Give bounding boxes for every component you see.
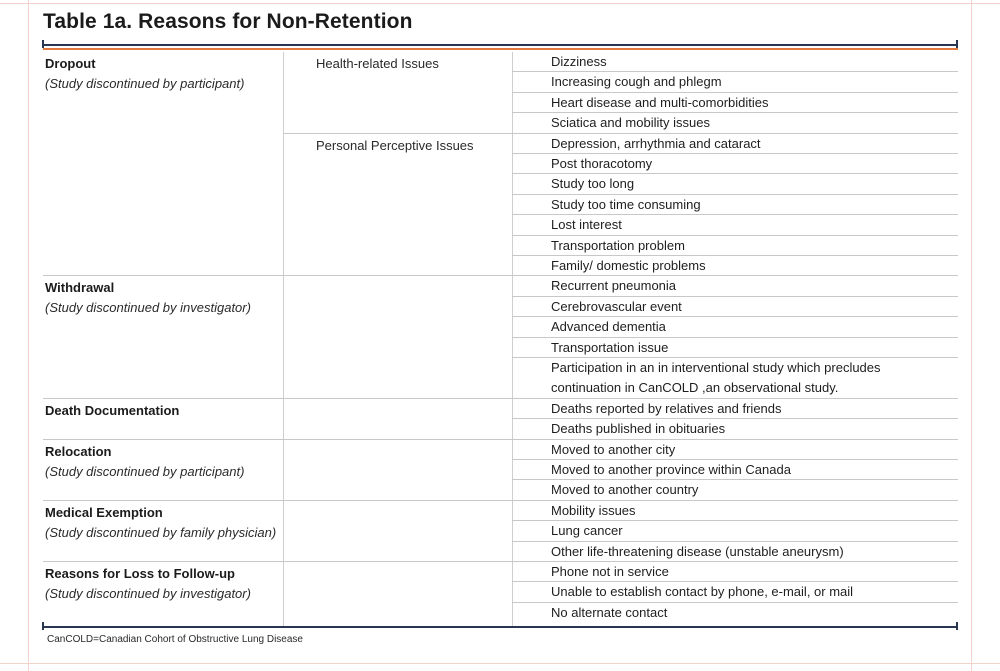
reason-text: Transportation problem <box>551 237 685 253</box>
reason-row <box>512 521 958 541</box>
reason-row <box>512 113 958 133</box>
reason-row <box>512 93 958 113</box>
reason-row <box>512 72 958 92</box>
page-edge-right <box>971 0 972 671</box>
reason-text: Moved to another country <box>551 482 699 498</box>
reason-row <box>512 460 958 480</box>
reason-text: Recurrent pneumonia <box>551 278 677 294</box>
reason-row <box>512 562 958 582</box>
category-note: (Study discontinued by participant) <box>45 76 245 91</box>
reason-text: Moved to another city <box>551 441 676 457</box>
reason-row <box>512 358 958 399</box>
reason-row <box>512 603 958 623</box>
reason-row <box>512 338 958 358</box>
bottom-rule-right-tick <box>956 622 958 630</box>
reason-text: Cerebrovascular event <box>551 298 682 314</box>
top-rule-left-tick <box>42 40 44 48</box>
top-accent-rule <box>43 48 958 50</box>
reason-text: Increasing cough and phlegm <box>551 74 722 90</box>
category-name: Reasons for Loss to Follow-up <box>45 566 235 581</box>
reason-text: Lung cancer <box>551 523 623 539</box>
category-name: Medical Exemption <box>45 504 163 520</box>
reason-row <box>512 419 958 439</box>
reason-text: Mobility issues <box>551 502 636 518</box>
category-note: (Study discontinued by participant) <box>45 463 245 479</box>
reason-text: Family/ domestic problems <box>551 258 706 273</box>
subgroup-label: Personal Perceptive Issues <box>316 137 474 153</box>
reason-row <box>512 174 958 194</box>
column-divider-1 <box>283 52 284 626</box>
reason-text: Unable to establish contact by phone, e-mail, or mail <box>551 584 854 600</box>
reason-text: Participation in an in interventional study which precludes continuation in CanCOLD ,an observational study. <box>551 360 881 395</box>
reason-text: Moved to another province within Canada <box>551 462 791 477</box>
reason-text: Sciatica and mobility issues <box>551 115 710 131</box>
reason-row <box>512 399 958 419</box>
table-title: Table 1a. Reasons for Non-Retention <box>43 10 413 33</box>
category-name: Dropout <box>45 56 96 71</box>
page-edge-left <box>28 0 29 671</box>
reason-row <box>512 154 958 174</box>
category-note: (Study discontinued by family physician) <box>45 524 277 540</box>
reason-row <box>512 542 958 562</box>
reason-text: Depression, arrhythmia and cataract <box>551 135 761 151</box>
reason-row <box>512 134 958 154</box>
category-note: (Study discontinued by investigator) <box>45 300 251 316</box>
reason-text: Transportation issue <box>551 339 669 355</box>
reason-text: Other life-threatening disease (unstable aneurysm) <box>551 543 844 559</box>
reason-row <box>512 256 958 276</box>
top-rule-right-tick <box>956 40 958 48</box>
reason-text: Study too long <box>551 176 635 192</box>
reason-text: Post thoracotomy <box>551 156 653 171</box>
reason-row <box>512 236 958 256</box>
reason-text: Deaths reported by relatives and friends <box>551 400 782 416</box>
subgroup-label: Health-related Issues <box>316 56 439 71</box>
reason-text: Advanced dementia <box>551 319 666 335</box>
bottom-rule-left-tick <box>42 622 44 630</box>
category-name: Death Documentation <box>45 402 180 418</box>
reason-text: Lost interest <box>551 217 622 233</box>
reason-row <box>512 215 958 235</box>
page-edge-top <box>0 3 1000 4</box>
reason-row <box>512 440 958 460</box>
reason-row <box>512 276 958 296</box>
category-note: (Study discontinued by investigator) <box>45 586 251 601</box>
reason-text: Deaths published in obituaries <box>551 421 726 437</box>
footnote: CanCOLD=Canadian Cohort of Obstructive Lung Disease <box>47 634 303 645</box>
page-edge-bottom <box>0 663 1000 664</box>
reason-text: Heart disease and multi-comorbidities <box>551 94 769 110</box>
reason-row <box>512 52 958 72</box>
top-rule <box>43 44 958 46</box>
reason-text: Phone not in service <box>551 564 669 579</box>
reason-row <box>512 317 958 337</box>
category-name: Withdrawal <box>45 280 115 296</box>
bottom-rule <box>43 626 958 628</box>
category-name: Relocation <box>45 443 112 459</box>
reason-text: No alternate contact <box>551 604 668 620</box>
reason-text: Dizziness <box>551 54 607 69</box>
reason-row <box>512 195 958 215</box>
reason-row <box>512 582 958 602</box>
reason-row <box>512 297 958 317</box>
reason-row <box>512 480 958 500</box>
reason-row <box>512 501 958 521</box>
reason-text: Study too time consuming <box>551 196 701 212</box>
